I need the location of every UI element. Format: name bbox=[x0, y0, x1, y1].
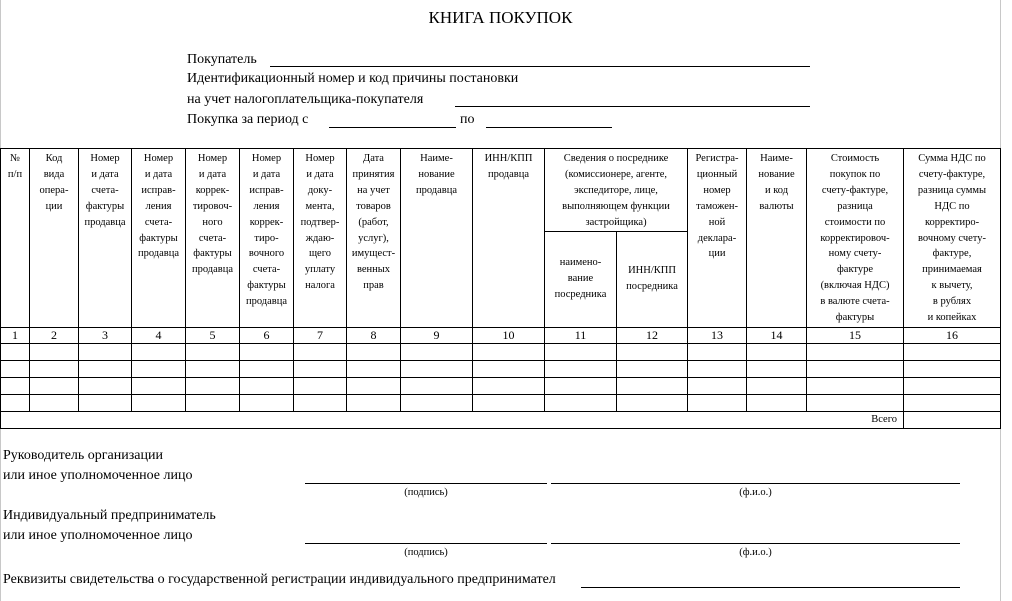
head-fio-field[interactable] bbox=[551, 483, 960, 484]
col-header-6: Номер и дата исправ- ления коррек- тиро- вочного счета- фактуры продавца bbox=[240, 149, 294, 328]
period-from-field[interactable] bbox=[329, 127, 456, 128]
table-row[interactable] bbox=[1, 360, 1001, 377]
col-header-1: № п/п bbox=[1, 149, 30, 328]
col-header-12: ИНН/КПП посредника bbox=[617, 231, 688, 327]
ip-signature-caption: (подпись) bbox=[404, 547, 448, 558]
col-number-2: 2 bbox=[30, 327, 79, 343]
table-row[interactable] bbox=[1, 377, 1001, 394]
col-header-16: Сумма НДС по счету-фактуре, разница суммы НДС по корректиро- вочному счету- фактуре, принимаемая к вычету, в рублях и копейках bbox=[904, 149, 1001, 328]
buyer-field[interactable] bbox=[270, 66, 810, 67]
ip-label-line2: или иное уполномоченное лицо bbox=[3, 528, 193, 543]
ip-signature-field[interactable] bbox=[305, 543, 547, 544]
col-number-15: 15 bbox=[807, 327, 904, 343]
col-header-11: наимено- вание посредника bbox=[545, 231, 617, 327]
col-number-7: 7 bbox=[294, 327, 347, 343]
head-label-line1: Руководитель организации bbox=[3, 448, 163, 463]
table-row[interactable] bbox=[1, 394, 1001, 411]
ip-fio-field[interactable] bbox=[551, 543, 960, 544]
ip-fio-caption: (ф.и.о.) bbox=[739, 547, 772, 558]
head-fio-caption: (ф.и.о.) bbox=[739, 487, 772, 498]
period-to-field[interactable] bbox=[486, 127, 612, 128]
requisites-label: Реквизиты свидетельства о государственной регистрации индивидуального предпринимател bbox=[3, 572, 556, 587]
col-number-9: 9 bbox=[401, 327, 473, 343]
col-header-intermediary: Сведения о посреднике (комиссионере, агенте, экспедиторе, лице, выполняющем функции застройщика) bbox=[545, 149, 688, 232]
column-number-row bbox=[1, 327, 1001, 343]
inn-kpp-field[interactable] bbox=[455, 106, 810, 107]
col-header-9: Наиме- нование продавца bbox=[401, 149, 473, 328]
col-number-3: 3 bbox=[79, 327, 132, 343]
col-number-14: 14 bbox=[747, 327, 807, 343]
col-number-1: 1 bbox=[1, 327, 30, 343]
col-number-13: 13 bbox=[688, 327, 747, 343]
purchase-book-table bbox=[0, 148, 1001, 429]
period-to-label: по bbox=[460, 112, 475, 127]
buyer-label: Покупатель bbox=[187, 52, 257, 67]
total-row bbox=[1, 411, 1001, 428]
col-number-6: 6 bbox=[240, 327, 294, 343]
col-header-14: Наиме- нование и код валюты bbox=[747, 149, 807, 328]
total-value-cell[interactable] bbox=[904, 411, 1001, 428]
col-number-8: 8 bbox=[347, 327, 401, 343]
col-header-13: Регистра- ционный номер таможен- ной деклара- ции bbox=[688, 149, 747, 328]
col-header-10: ИНН/КПП продавца bbox=[473, 149, 545, 328]
col-number-10: 10 bbox=[473, 327, 545, 343]
col-number-4: 4 bbox=[132, 327, 186, 343]
head-signature-field[interactable] bbox=[305, 483, 547, 484]
col-header-8: Дата принятия на учет товаров (работ, услуг), имущест- венных прав bbox=[347, 149, 401, 328]
col-header-4: Номер и дата испрaв- ления счета- фактуры продавца bbox=[132, 149, 186, 328]
col-number-11: 11 bbox=[545, 327, 617, 343]
table-row[interactable] bbox=[1, 343, 1001, 360]
head-signature-caption: (подпись) bbox=[404, 487, 448, 498]
inn-kpp-label-line1: Идентификационный номер и код причины постановки bbox=[187, 71, 519, 86]
ip-label-line1: Индивидуальный предприниматель bbox=[3, 508, 216, 523]
col-header-2: Код вида опера- ции bbox=[30, 149, 79, 328]
col-number-5: 5 bbox=[186, 327, 240, 343]
col-number-16: 16 bbox=[904, 327, 1001, 343]
col-header-5: Номер и дата коррек- тировоч- ного счета- фактуры продавца bbox=[186, 149, 240, 328]
head-label-line2: или иное уполномоченное лицо bbox=[3, 468, 193, 483]
inn-kpp-label-line2: на учет налогоплательщика-покупателя bbox=[187, 92, 424, 107]
col-header-7: Номер и дата доку- мента, подтвер- ждаю- щего уплату налога bbox=[294, 149, 347, 328]
requisites-field[interactable] bbox=[581, 587, 960, 588]
total-label: Всего bbox=[1, 411, 904, 428]
page-title: КНИГА ПОКУПОК bbox=[428, 8, 573, 27]
col-header-3: Номер и дата счета- фактуры продавца bbox=[79, 149, 132, 328]
col-header-15: Стоимость покупок по счету-фактуре, разница стоимости по корректировоч- ному счету- фактуре (включая НДС) в валюте счета- фактуры bbox=[807, 149, 904, 328]
col-number-12: 12 bbox=[617, 327, 688, 343]
period-label: Покупка за период с bbox=[187, 112, 309, 127]
